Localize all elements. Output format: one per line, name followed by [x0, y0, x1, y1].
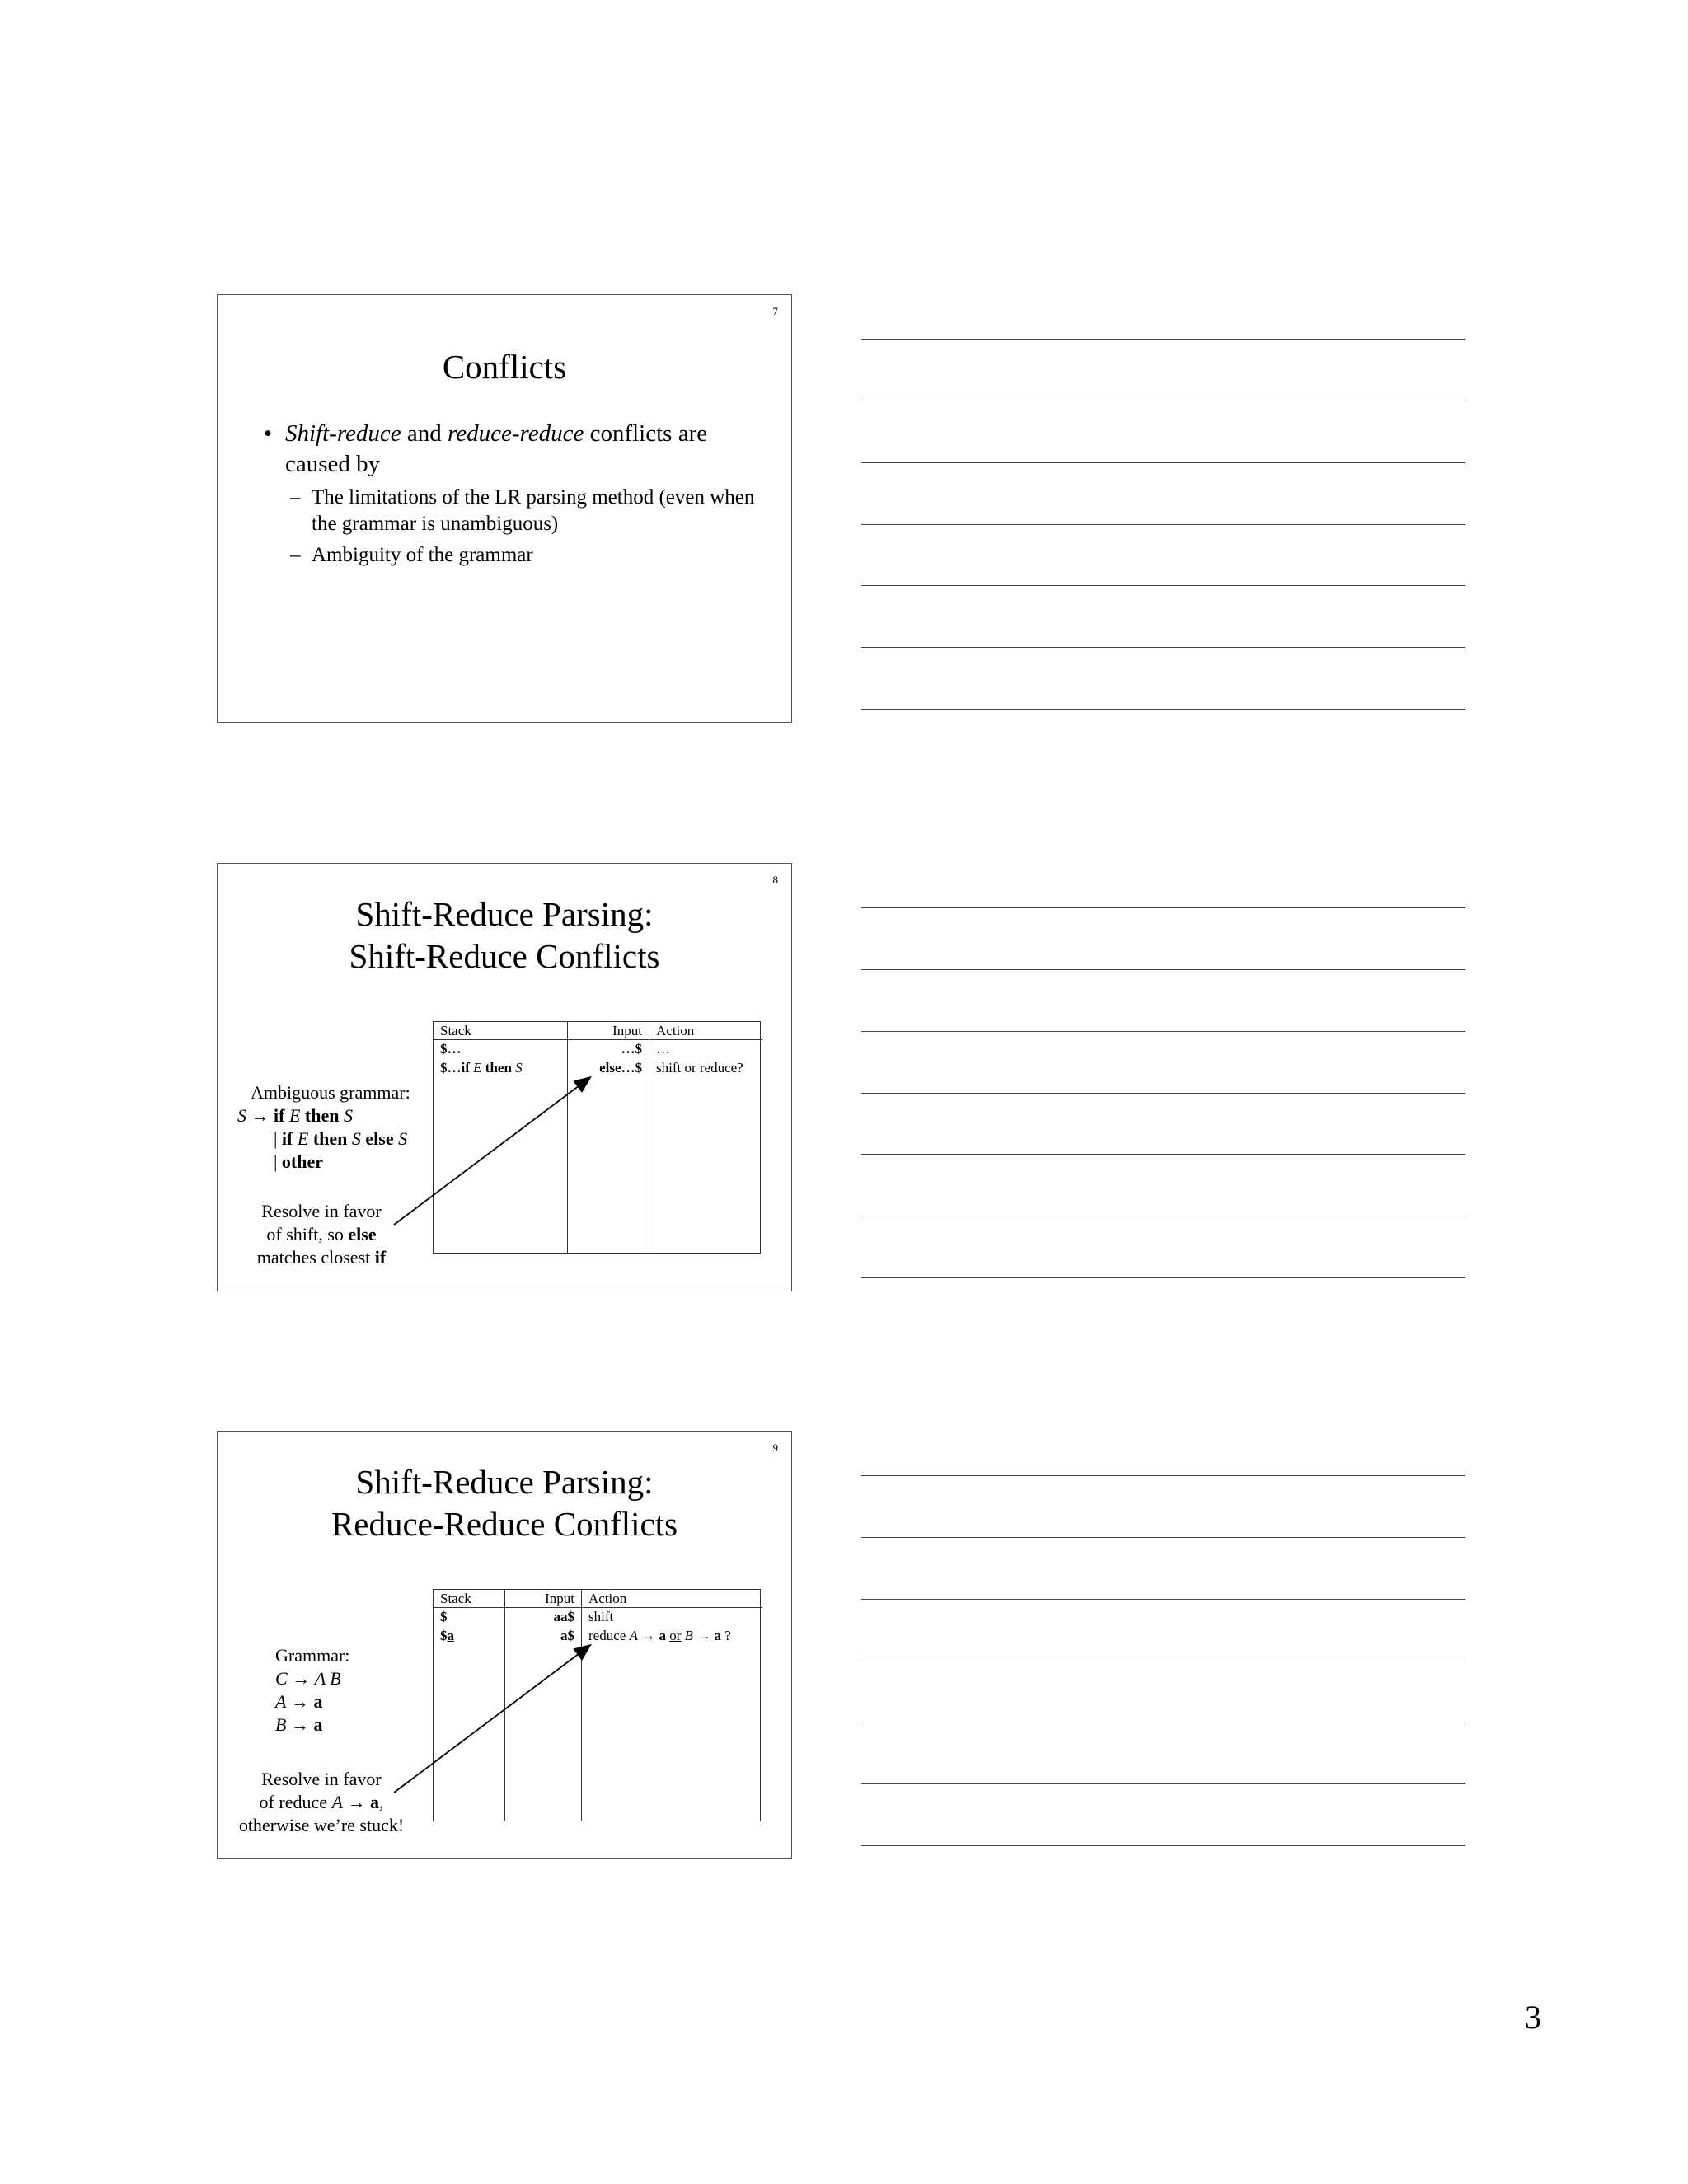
table-header: Input: [505, 1590, 581, 1608]
note-line: [861, 1093, 1465, 1094]
pointer-arrow: [218, 864, 793, 1292]
resolve-line: of reduce A → a,: [259, 1792, 384, 1812]
grammar-rule: S → if E then S: [237, 1105, 353, 1126]
note-line: [861, 1154, 1465, 1155]
note-line: [861, 1031, 1465, 1032]
note-line: [861, 1783, 1465, 1784]
table-cell: reduce A → a or B → a ?: [588, 1628, 731, 1643]
slide-title: Conflicts: [442, 348, 567, 386]
title-line: Shift-Reduce Parsing:: [355, 895, 654, 933]
table-header: Stack: [434, 1590, 504, 1608]
sub-bullet-text: Ambiguity of the grammar: [312, 544, 533, 566]
table-cell: …$: [621, 1041, 642, 1057]
table-cell: aa$: [553, 1609, 574, 1624]
slide-7: [217, 294, 792, 723]
note-line: [861, 524, 1465, 525]
grammar-rule: | if E then S else S: [274, 1128, 408, 1149]
table-cell: shift: [588, 1609, 614, 1624]
table-cell: …: [656, 1041, 670, 1057]
bullet-text: and: [401, 420, 448, 447]
table-cell: $a: [440, 1628, 454, 1643]
title-line: Reduce-Reduce Conflicts: [331, 1505, 678, 1543]
table-header: Action: [582, 1590, 762, 1608]
note-line: [861, 969, 1465, 970]
resolve-line: matches closest if: [256, 1247, 387, 1268]
sub-bullet-item: [264, 485, 758, 537]
sub-bullet-item: [264, 542, 758, 569]
bullet-text: conflicts are caused by: [285, 420, 708, 477]
term-reduce-reduce: reduce-reduce: [448, 420, 584, 447]
slide-number: 9: [772, 1441, 778, 1454]
bullet-list: [264, 419, 758, 569]
note-line: [861, 462, 1465, 463]
table-cell: a$: [560, 1628, 574, 1643]
grammar-rule: C → A B: [275, 1668, 341, 1689]
note-line: [861, 339, 1465, 340]
slide-9: [217, 1431, 792, 1859]
note-line: [861, 709, 1465, 710]
table-cell: shift or reduce?: [656, 1060, 743, 1076]
page-number: 3: [1525, 1999, 1541, 2036]
bullet-item: [264, 419, 758, 480]
pointer-arrow: [218, 1432, 793, 1860]
note-line: [861, 1599, 1465, 1600]
note-line: [861, 1277, 1465, 1278]
resolve-line: of shift, so else: [266, 1224, 377, 1244]
note-line: [861, 1845, 1465, 1846]
table-cell: $…if E then S: [440, 1060, 523, 1076]
table-header: Stack: [434, 1022, 567, 1040]
grammar-rule: B → a: [275, 1714, 323, 1735]
note-line: [861, 647, 1465, 648]
resolve-line: Resolve in favor: [261, 1769, 382, 1789]
slide-8: [217, 863, 792, 1291]
grammar-label: Grammar:: [275, 1645, 350, 1666]
note-line: [861, 907, 1465, 908]
table-cell: $…: [440, 1041, 462, 1057]
grammar-rule: | other: [274, 1151, 323, 1172]
grammar-rule: A → a: [275, 1691, 323, 1712]
table-cell: $: [440, 1609, 448, 1624]
sub-bullet-text: The limitations of the LR parsing method (even when the grammar is unambiguous): [312, 486, 755, 535]
slide-number: 8: [772, 874, 778, 886]
resolve-line: otherwise we’re stuck!: [238, 1815, 405, 1835]
note-line: [861, 585, 1465, 586]
title-line: Shift-Reduce Parsing:: [355, 1463, 654, 1501]
resolve-line: Resolve in favor: [261, 1201, 382, 1221]
grammar-label: Ambiguous grammar:: [251, 1082, 410, 1103]
dash-icon: –: [290, 486, 301, 509]
note-line: [861, 1475, 1465, 1476]
title-line: Shift-Reduce Conflicts: [349, 937, 660, 975]
table-header: Input: [568, 1022, 649, 1040]
term-shift-reduce: Shift-reduce: [285, 420, 401, 447]
table-cell: else…$: [599, 1060, 642, 1076]
note-line: [861, 1537, 1465, 1538]
table-header: Action: [649, 1022, 762, 1040]
dash-icon: –: [290, 544, 301, 566]
slide-number: 7: [772, 305, 778, 317]
bullet-dot-icon: •: [264, 420, 273, 447]
